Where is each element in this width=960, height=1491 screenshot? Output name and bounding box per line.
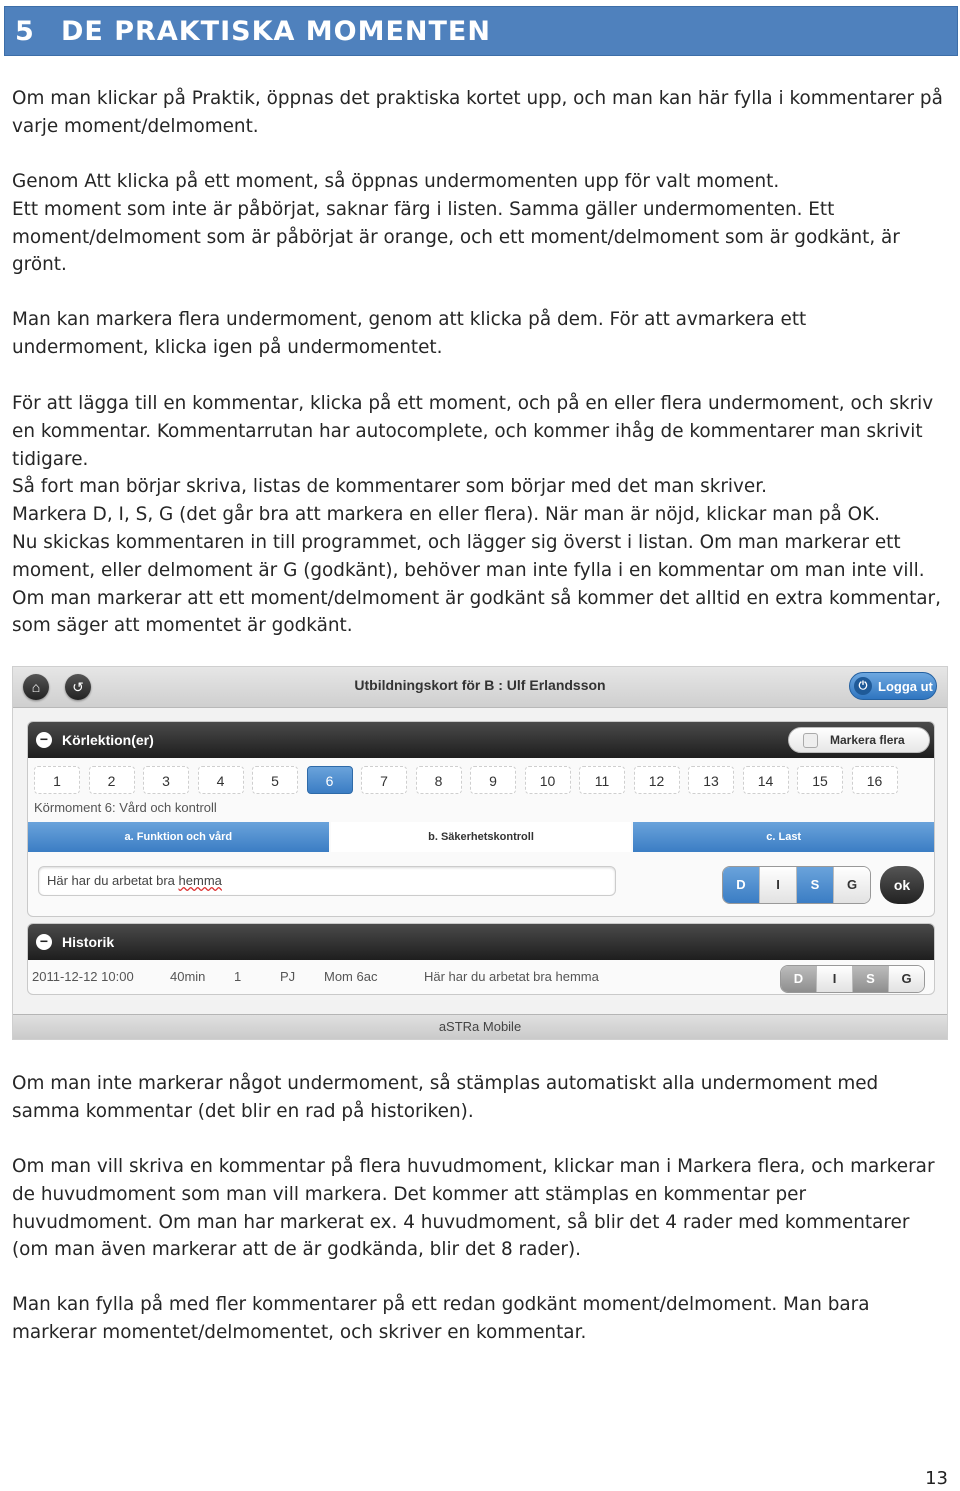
grade-d-indicator: D (781, 966, 817, 992)
moment-button[interactable]: 7 (361, 766, 407, 794)
grade-i-button[interactable]: I (760, 867, 797, 903)
grade-g-button[interactable]: G (834, 867, 870, 903)
outro-text-1: Om man inte markerar något undermoment, så stämplas automatiskt alla undermoment med samma kommentar (det blir en rad på historiken). (12, 1073, 879, 1122)
outro-paragraph-1 (12, 1070, 948, 1126)
sub-moment-row (28, 822, 934, 852)
intro-text-3: Ett moment som inte är påbörjat, saknar färg i listen. Samma gäller undermomenten. Ett moment/delmoment som är påbörjat är orange, och ett moment/delmoment som är godkänt, är grönt. (12, 198, 900, 276)
section-number: 5 (15, 15, 35, 47)
moment-button[interactable]: 5 (252, 766, 298, 794)
page-number: 13 (925, 1468, 948, 1489)
sub-moment-button-c[interactable]: c. Last (633, 822, 934, 852)
checkbox-icon[interactable] (803, 733, 818, 748)
logout-label: Logga ut (878, 678, 933, 694)
moment-button[interactable]: 2 (89, 766, 135, 794)
moment-button[interactable]: 16 (852, 766, 898, 794)
comment-misspelled-word: hemma (178, 873, 222, 888)
grade-s-button[interactable]: S (797, 867, 834, 903)
moment-button[interactable]: 9 (470, 766, 516, 794)
app-topbar (13, 667, 947, 708)
back-icon[interactable]: ↺ (65, 674, 91, 700)
grade-i-indicator: I (817, 966, 853, 992)
grade-selector (722, 866, 871, 904)
history-row[interactable] (28, 962, 934, 992)
outro-paragraph-2 (12, 1153, 948, 1264)
history-initials: PJ (280, 969, 296, 984)
intro-text-1: Om man klickar på Praktik, öppnas det praktiska kortet upp, och man kan här fylla i kommentarer på varje moment/delmoment. (12, 88, 943, 137)
grade-s-indicator: S (853, 966, 889, 992)
history-date: 2011-12-12 10:00 (32, 969, 134, 984)
mark-many-toggle[interactable] (788, 727, 930, 753)
sub-moment-button-b[interactable]: b. Säkerhetskontroll (331, 822, 634, 852)
comment-input[interactable] (38, 866, 616, 896)
intro-text-9: Om man markerar att ett moment/delmoment är godkänt så kommer det alltid en extra kommentar, som säger att momentet är godkänt. (12, 587, 941, 637)
history-count: 1 (234, 969, 242, 984)
section-heading (4, 6, 958, 56)
moment-button[interactable]: 1 (34, 766, 80, 794)
moment-button-active[interactable]: 6 (307, 766, 353, 794)
power-icon: ⏻ (854, 677, 872, 695)
intro-paragraph-2 (12, 168, 948, 279)
sub-moment-button-a[interactable]: a. Funktion och vård (28, 822, 331, 852)
logout-button[interactable] (849, 672, 937, 700)
intro-text-4: Man kan markera flera undermoment, genom att klicka på dem. För att avmarkera ett undermoment, klicka igen på undermomentet. (12, 309, 807, 358)
history-panel-title: Historik (62, 934, 115, 950)
history-panel (27, 923, 935, 995)
outro-text-2: Om man vill skriva en kommentar på flera huvudmoment, klickar man i Markera flera, och markerar de huvudmoment som man vill markera. Det kommer att stämplas en kommentar per huvudmoment. Om man har markerat ex. 4 huvudmoment, så blir det 4 rader med kommentarer (om man även markerar att de är godkända, blir det 8 rader). (12, 1156, 935, 1261)
collapse-icon[interactable]: − (36, 732, 52, 748)
moment-button[interactable]: 11 (579, 766, 625, 794)
app-title: Utbildningskort för B : Ulf Erlandsson (354, 677, 606, 693)
app-screenshot (12, 666, 948, 1040)
ok-button[interactable]: ok (880, 866, 924, 904)
history-moment: Mom 6ac (324, 969, 378, 984)
home-icon[interactable]: ⌂ (23, 674, 49, 700)
outro-paragraph-3 (12, 1291, 948, 1347)
moment-button[interactable]: 8 (416, 766, 462, 794)
intro-text-2: Genom Att klicka på ett moment, så öppnas undermomenten upp för valt moment. (12, 171, 780, 192)
moment-number-list (34, 766, 898, 794)
history-panel-header[interactable] (28, 924, 934, 960)
history-grade-selector (780, 965, 925, 993)
comment-text: Här har du arbetat bra (47, 873, 179, 888)
app-footer: aSTRa Mobile (13, 1014, 947, 1039)
moment-button[interactable]: 13 (688, 766, 734, 794)
lesson-panel-header[interactable] (28, 722, 934, 758)
section-title: DE PRAKTISKA MOMENTEN (61, 15, 491, 47)
mark-many-label: Markera flera (830, 733, 905, 747)
grade-d-button[interactable]: D (723, 867, 760, 903)
history-comment: Här har du arbetat bra hemma (424, 969, 599, 984)
intro-text-7: Markera D, I, S, G (det går bra att markera en eller flera). När man är nöjd, klickar man på OK. (12, 504, 880, 526)
history-duration: 40min (170, 969, 206, 984)
lesson-panel-title: Körlektion(er) (62, 732, 154, 748)
collapse-icon[interactable]: − (36, 934, 52, 950)
moment-button[interactable]: 12 (634, 766, 680, 794)
moment-button[interactable]: 14 (743, 766, 789, 794)
intro-paragraph-1 (12, 85, 948, 141)
intro-text-6: Så fort man börjar skriva, listas de kommentarer som börjar med det man skriver. (12, 476, 767, 498)
intro-text-8: Nu skickas kommentaren in till programmet, och lägger sig överst i listan. Om man markerar ett moment, eller delmoment är G (godkänt), behöver man inte fylla i en kommentar om man inte vill. (12, 531, 925, 581)
grade-g-indicator: G (889, 966, 924, 992)
intro-text-5: För att lägga till en kommentar, klicka på ett moment, och på en eller flera undermoment, och skriv en kommentar. Kommentarrutan har autocomplete, och kommer ihåg de kommentarer man skrivit tidigare. (12, 393, 934, 470)
moment-button[interactable]: 3 (143, 766, 189, 794)
moment-button[interactable]: 10 (525, 766, 571, 794)
intro-paragraph-4 (12, 390, 948, 640)
outro-text-3: Man kan fylla på med fler kommentarer på ett redan godkänt moment/delmoment. Man bara markerar momentet/delmomentet, och skriver en kommentar. (12, 1294, 870, 1343)
intro-paragraph-3 (12, 306, 948, 362)
moment-button[interactable]: 15 (797, 766, 843, 794)
lesson-panel (27, 721, 935, 917)
moment-caption: Körmoment 6: Vård och kontroll (34, 800, 217, 815)
moment-button[interactable]: 4 (198, 766, 244, 794)
